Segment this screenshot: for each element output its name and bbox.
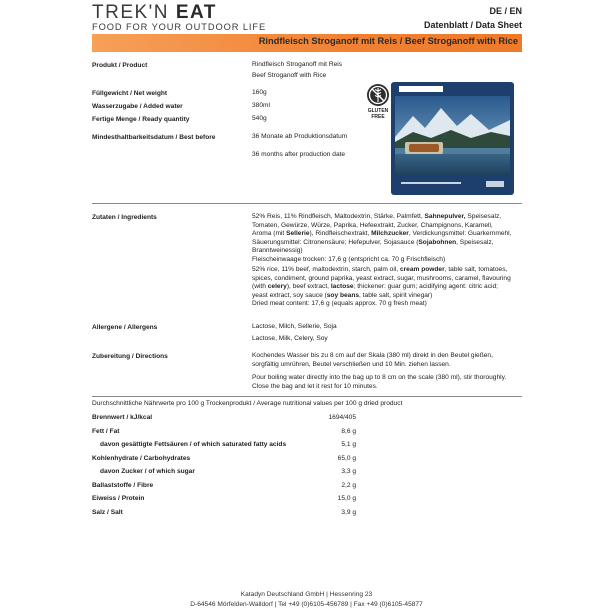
- brand-part-a: TREK'N: [92, 2, 176, 23]
- allergens-de: Lactose, Milch, Sellerie, Soja: [252, 323, 337, 330]
- ingredients-de-lactose: Milchzucker: [371, 230, 409, 238]
- nutrition-row: [92, 468, 356, 478]
- language-label: DE / EN: [489, 6, 522, 16]
- ingredients-de-text: , Speisesalz, Branntweinessig): [252, 238, 494, 255]
- ingredients-de-cream: Sahnepulver,: [424, 213, 466, 220]
- nutrition-row: [92, 495, 356, 505]
- nutrition-name: Salz / Salt: [92, 509, 123, 516]
- ingredients-en-text: ), beef extract,: [286, 283, 331, 291]
- nutrition-value: 65,0 g: [337, 455, 356, 462]
- ingredients-de: [252, 213, 512, 265]
- ingredients-en-text: , table salt, tomatoes, spices, condiment, ground paprika, yeast extract, sugar, mushrooms, caramel, flavouring (with: [252, 266, 511, 291]
- best-before-value-en: 36 months after production date: [252, 151, 346, 158]
- directions-en: Pour boiling water directly into the bag up to 8 cm on the scale (380 ml), stir thoroughly. Close the bag and let it rest for 10 minutes.: [252, 374, 507, 390]
- package-illustration: [391, 82, 514, 195]
- ingredients-en-lactose: lactose: [330, 283, 354, 291]
- product-label: Produkt / Product: [92, 62, 148, 69]
- sheet-title: Datenblatt / Data Sheet: [423, 20, 522, 30]
- ingredients-en: [252, 266, 512, 309]
- added-water-value: 380ml: [252, 102, 270, 109]
- nutrition-value: 15,0 g: [337, 495, 356, 502]
- package-image: [391, 82, 514, 195]
- nutrition-name: davon Zucker / of which sugar: [100, 468, 195, 475]
- gluten-free-badge: [364, 83, 392, 123]
- section-divider: [92, 396, 522, 397]
- nutrition-row: [92, 414, 356, 424]
- nutrition-name: Eiweiss / Protein: [92, 495, 145, 502]
- allergens-label: Allergene / Allergens: [92, 324, 158, 331]
- ingredients-de-meat: Fleischeinwaage trocken: 17,6 g (entspricht ca. 70 g Frischfleisch): [252, 255, 446, 263]
- ready-quantity-label: Fertige Menge / Ready quantity: [92, 116, 190, 123]
- nutrition-value: 3,3 g: [341, 468, 356, 475]
- directions-label: Zubereitung / Directions: [92, 353, 168, 360]
- net-weight-label: Füllgewicht / Net weight: [92, 90, 168, 97]
- title-bar: [92, 34, 522, 52]
- free-label: FREE: [371, 113, 385, 120]
- ingredients-en-celery: celery: [267, 283, 287, 291]
- gluten-label: GLUTEN: [367, 108, 389, 114]
- nutrition-heading: Durchschnittliche Nährwerte pro 100 g Trockenprodukt / Average nutritional values per 100 g dried product: [92, 400, 403, 407]
- ingredients-en-text: , table salt, spirit vinegar): [359, 291, 433, 299]
- brand-tagline: FOOD FOR YOUR OUTDOOR LIFE: [92, 22, 267, 32]
- ingredients-en-soy: soy beans: [326, 291, 360, 299]
- best-before-value-de: 36 Monate ab Produktionsdatum: [252, 133, 348, 140]
- gluten-free-icon: [366, 83, 390, 107]
- ready-quantity-value: 540g: [252, 115, 267, 122]
- ingredients-de-soy: Sojabohnen: [418, 238, 457, 246]
- nutrition-row: [92, 482, 356, 492]
- nutrition-row: [92, 455, 356, 465]
- ingredients-en-text: ; thickener: guar gum; acidifying agent: citric acid; yeast extract, soy sauce (: [252, 283, 498, 299]
- ingredients-en-text: 52% rice, 11% beef, maltodextrin, starch, palm oil,: [252, 266, 400, 273]
- product-title: Rindfleisch Stroganoff mit Reis / Beef Stroganoff with Rice: [258, 36, 518, 46]
- nutrition-row: [92, 428, 356, 438]
- nutrition-name: davon gesättigte Fettsäuren / of which saturated fatty acids: [100, 441, 287, 448]
- nutrition-value: 8,6 g: [341, 428, 356, 435]
- nutrition-value: 3,9 g: [341, 509, 356, 516]
- allergens-en: Lactose, Milk, Celery, Soy: [252, 335, 328, 342]
- nutrition-value: 1694/405: [328, 414, 356, 421]
- nutrition-row: [92, 509, 356, 519]
- product-value-en: Beef Stroganoff with Rice: [252, 72, 327, 79]
- ingredients-en-cream: cream powder: [399, 266, 445, 273]
- product-value-de: Rindfleisch Stroganoff mit Reis: [252, 61, 343, 68]
- brand-logo: [92, 2, 217, 24]
- added-water-label: Wasserzugabe / Added water: [92, 103, 183, 110]
- ingredients-en-meat: Dried meat content: 17,6 g (equals approx. 70 g fresh meat): [252, 300, 427, 308]
- directions-de: Kochendes Wasser bis zu 8 cm auf der Skala (380 ml) direkt in den Beutel gießen, sorgfältig umrühren, Beutel verschließen und 10 Min. ziehen lassen.: [252, 352, 493, 368]
- footer-contact: D-64546 Mörfelden-Walldorf | Tel +49 (0)6105-456789 | Fax +49 (0)6105-45877: [190, 601, 423, 608]
- nutrition-name: Ballaststoffe / Fibre: [92, 482, 154, 489]
- ingredients-de-celery: Sellerie: [286, 230, 310, 238]
- footer-address: Katadyn Deutschland GmbH | Hessenring 23: [240, 591, 373, 598]
- ingredients-de-text: , Verdickungsmittel: Guarkernmehl, Säuerungsmittel: Citronensäure; Hefepulver, Sojasauce (: [252, 230, 512, 246]
- nutrition-value: 5,1 g: [341, 441, 356, 448]
- ingredients-de-text: 52% Reis, 11% Rindfleisch, Maltodextrin, Stärke, Palmfett,: [252, 213, 425, 220]
- nutrition-name: Fett / Fat: [92, 428, 120, 435]
- nutrition-row: [92, 441, 356, 451]
- brand-part-b: EAT: [175, 2, 217, 23]
- net-weight-value: 160g: [252, 89, 267, 96]
- nutrition-name: Brennwert / kJ/kcal: [92, 414, 153, 421]
- ingredients-de-text: Speisesalz, Tomaten, Gewürze, Würze, Paprika, Hefeextrakt, Zucker, Champignons, Karamell, Aroma (mit: [252, 213, 502, 238]
- ingredients-de-text: ), Rindfleischextrakt,: [309, 230, 372, 238]
- nutrition-name: Kohlenhydrate / Carbohydrates: [92, 455, 191, 462]
- nutrition-value: 2,2 g: [341, 482, 356, 489]
- best-before-label: Mindesthaltbarkeitsdatum / Best before: [92, 134, 216, 141]
- ingredients-label: Zutaten / Ingredients: [92, 214, 157, 221]
- section-divider: [92, 203, 522, 204]
